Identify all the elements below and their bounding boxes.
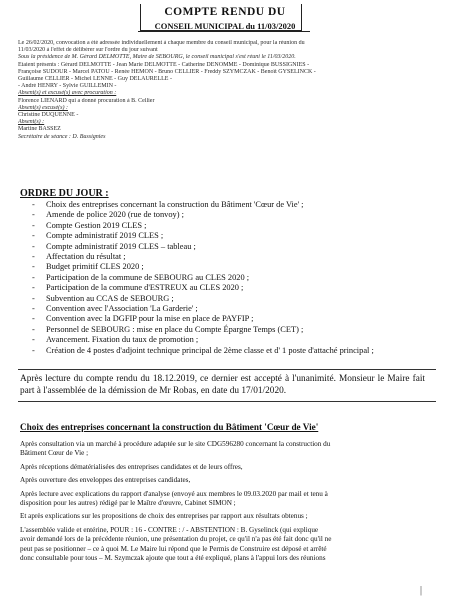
attendees-line: Guillaume CELLIER - Michel LENNE - Guy DELAURELLE -: [18, 76, 172, 83]
approval-paragraph: Après lecture du compte rendu du 18.12.2019, ce dernier est accepté à l'unanimité. Monsieur le Maire fait part à l'assemblée de la démission de Mr Robas, en date du 17/01/2020.: [20, 374, 425, 396]
body-paragraph: Après lecture avec explications du rapport d'analyse (envoyé aux membres le 09.03.2020 par mail et tenu à disposition pour les autres) rédigé par le Maître d'œuvre, Cabinet SIMON ;: [20, 489, 328, 508]
body-paragraph: Et après explications sur les propositions de choix des entreprises par rapport aux résultats obtenus ;: [20, 512, 308, 521]
attendees-line: - André HENRY - Sylvie GUILLEMIN -: [18, 83, 117, 90]
agenda-list: [20, 200, 430, 356]
agenda-item: - Compte administratif 2019 CLES ;: [32, 231, 164, 241]
section-body: [20, 440, 430, 567]
secretary-line: Secrétaire de séance : D. Bussignies: [18, 133, 106, 140]
agenda-item: - Affectation du résultat ;: [32, 252, 126, 262]
attendees-line: Étaient présents : Gérard DELMOTTE - Jean Marie DELMOTTE - Catherine DENOMME - Dominique BUSSIGNIES -: [18, 61, 310, 68]
intro-line: Sous la présidence de M. Gérard DELMOTTE, Maire de SEBOURG, le conseil municipal s'est réuni le 11/03/2020.: [18, 54, 296, 61]
proxy-line: Florence LIENARD qui a donné procuration à B. Cellier: [18, 97, 155, 104]
document-title: COMPTE RENDU DU: [164, 6, 286, 18]
agenda-item: - Personnel de SEBOURG : mise en place du Compte Épargne Temps (CET) ;: [32, 324, 304, 334]
proxy-heading: Absent(s) et excusé(s) avec procuration :: [18, 90, 117, 97]
agenda-item: - Avancement. Fixation du taux de promotion ;: [32, 335, 199, 345]
excused-line: Christine DUQUENNE -: [18, 112, 79, 119]
agenda-item: - Convention avec l'Association 'La Garderie' ;: [32, 304, 198, 314]
body-paragraph: Après réceptions dématérialisées des entreprises candidates et de leurs offres,: [20, 462, 243, 471]
margin-mark: |: [420, 585, 423, 596]
agenda-item: - Subvention au CCAS de SEBOURG ;: [32, 293, 174, 303]
subtitle-underline: [138, 31, 310, 32]
agenda-item: - Convention avec la DGFIP pour la mise en place de PAYFIP ;: [32, 314, 254, 324]
intro-line: Le 26/02/2020, convocation a été adressée individuellement à chaque membre du conseil municipal, pour la réunion du: [18, 40, 305, 46]
absent-heading: Absent(s) :: [18, 119, 45, 126]
agenda-item: - Participation de la commune de SEBOURG au CLES 2020 ;: [32, 272, 250, 282]
body-paragraph: Après consultation via un marché à procédure adaptée sur le site CDG596280 concernant la construction du Bâtiment Cœur de Vie ;: [20, 440, 331, 458]
document-subtitle: CONSEIL MUNICIPAL du 11/03/2020: [154, 21, 296, 31]
attendees-line: Françoise SUDOUR - Marcel PATOU - Renée HEMON - Bruno CELLIER - Freddy SZYMCZAK - Benoît GYSELINCK -: [18, 68, 316, 75]
body-paragraph: Après ouverture des enveloppes des entreprises candidates,: [20, 476, 191, 485]
meeting-intro: [18, 40, 428, 141]
absent-line: Martine BASSEZ: [18, 126, 61, 133]
divider-top: [18, 369, 436, 370]
section-heading: Choix des entreprises concernant la construction du Bâtiment 'Cœur de Vie': [20, 422, 319, 432]
agenda-item: - Choix des entreprises concernant la construction du Bâtiment 'Cœur de Vie' ;: [32, 200, 304, 209]
agenda-item: - Compte administratif 2019 CLES – tableau ;: [32, 241, 196, 251]
agenda-item: - Participation de la commune d'ESTREUX au CLES 2020 ;: [32, 283, 244, 293]
agenda-item: - Amende de police 2020 (rue de tonvoy) ;: [32, 210, 184, 220]
agenda-heading: ORDRE DU JOUR :: [20, 188, 109, 199]
agenda-item: - Budget primitif CLES 2020 ;: [32, 262, 144, 272]
agenda-item: - Création de 4 postes d'adjoint technique principal de 2ème classe et d' 1 poste d'attaché principal ;: [32, 345, 374, 355]
agenda-item: - Compte Gestion 2019 CLES ;: [32, 220, 147, 230]
divider-bottom: [18, 401, 436, 402]
excused-heading: Absent(s) excusé(s) :: [18, 104, 68, 111]
intro-line: 11/03/2020 à l'effet de délibérer sur l'ordre du jour suivant: [18, 47, 158, 54]
body-paragraph: L'assemblée valide et entérine, POUR : 16 - CONTRE : / - ABSTENTION : B. Gyselinck (qui explique avoir demandé lors de la précédente réunion, une présentation du projet, ce qu'il n'a pas été fait donc qu'il ne peut pas se positionner – ce à quoi M. Le Maire lui répond que le Permis de Construire est déposé et arrêté donc consultable pour tous – M. Szymczak ajoute que tout a été expliqué, plans à l'appui lors des réunions: [20, 525, 332, 563]
